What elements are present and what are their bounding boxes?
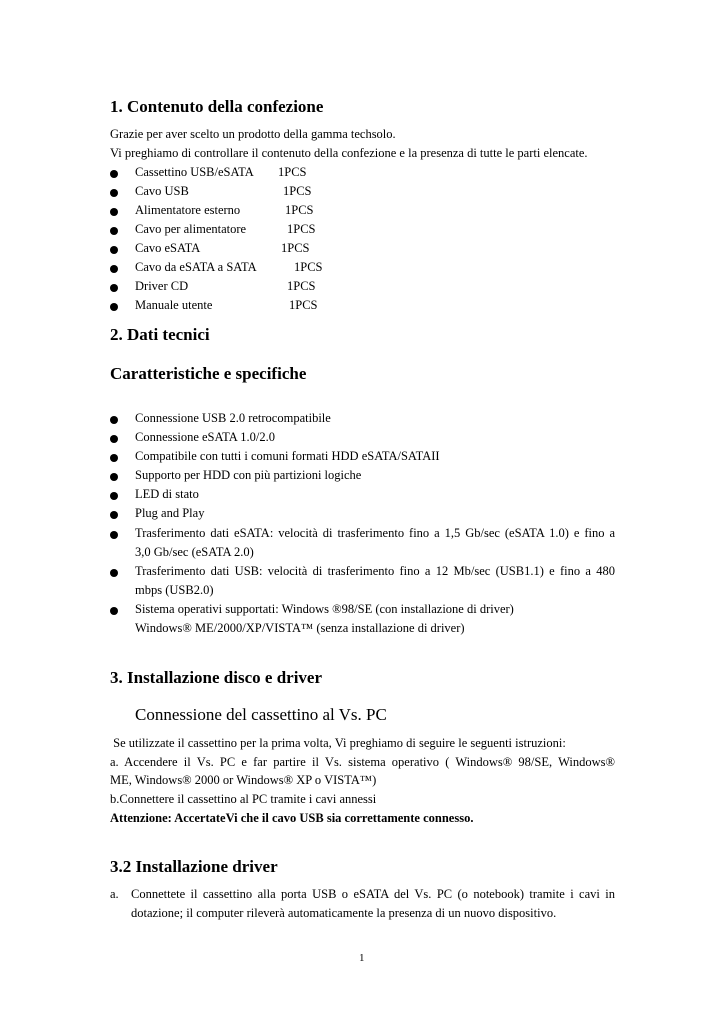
install-intro: Se utilizzate il cassettino per la prima volta, Vi preghiamo di seguire le seguenti istruzioni: xyxy=(110,736,566,750)
bullet-icon xyxy=(110,189,118,197)
esata-transfer-line-2: 3,0 Gb/sec (eSATA 2.0) xyxy=(135,545,254,559)
page-number: 1 xyxy=(359,952,365,964)
connection-subheading: Connessione del cassettino al Vs. PC xyxy=(135,705,387,724)
bullet-icon xyxy=(110,416,118,424)
bullet-icon xyxy=(110,492,118,500)
bullet-icon xyxy=(110,569,118,577)
item-quantity: 1PCS xyxy=(289,298,318,312)
bullet-icon xyxy=(110,511,118,519)
list-item: Manuale utente xyxy=(135,298,213,312)
list-item: LED di stato xyxy=(135,487,199,501)
intro-line-1: Grazie per aver scelto un prodotto della gamma techsolo. xyxy=(110,127,396,141)
step-a-line-1: a. Accendere il Vs. PC e far partire il Vs. sistema operativo ( Windows® 98/SE, Windows® xyxy=(110,755,615,769)
bullet-icon xyxy=(110,531,118,539)
item-quantity: 1PCS xyxy=(287,279,316,293)
section-1-heading: 1. Contenuto della confezione xyxy=(110,97,324,116)
bullet-icon xyxy=(110,303,118,311)
step-marker: a. xyxy=(110,887,119,901)
item-quantity: 1PCS xyxy=(285,203,314,217)
item-quantity: 1PCS xyxy=(278,165,307,179)
bullet-icon xyxy=(110,607,118,615)
bullet-icon xyxy=(110,284,118,292)
usb-transfer-line-2: mbps (USB2.0) xyxy=(135,583,214,597)
list-item: Connessione USB 2.0 retrocompatibile xyxy=(135,411,331,425)
bullet-icon xyxy=(110,246,118,254)
list-item: Plug and Play xyxy=(135,506,205,520)
section-3-heading: 3. Installazione disco e driver xyxy=(110,668,323,687)
list-item: Alimentatore esterno xyxy=(135,203,241,217)
usb-warning: Attenzione: AccertateVi che il cavo USB sia correttamente connesso. xyxy=(110,811,474,825)
list-item: Supporto per HDD con più partizioni logiche xyxy=(135,468,362,482)
intro-line-2: Vi preghiamo di controllare il contenuto della confezione e la presenza di tutte le parti elencate. xyxy=(110,146,588,160)
bullet-icon xyxy=(110,454,118,462)
list-item: Cavo eSATA xyxy=(135,241,201,255)
list-item: Cavo da eSATA a SATA xyxy=(135,260,257,274)
bullet-icon xyxy=(110,473,118,481)
os-support-line-1: Sistema operativi supportati: Windows ®98/SE (con installazione di driver) xyxy=(135,602,514,616)
list-item: Cavo USB xyxy=(135,184,189,198)
list-item: Cassettino USB/eSATA xyxy=(135,165,254,179)
bullet-icon xyxy=(110,170,118,178)
list-item: Cavo per alimentatore xyxy=(135,222,247,236)
section-3-2-heading: 3.2 Installazione driver xyxy=(110,857,278,876)
driver-step-line-1: Connettete il cassettino alla porta USB o eSATA del Vs. PC (o notebook) tramite i cavi in xyxy=(131,887,615,901)
os-support-line-2: Windows® ME/2000/XP/VISTA™ (senza installazione di driver) xyxy=(135,621,465,635)
specs-subheading: Caratteristiche e specifiche xyxy=(110,364,307,383)
usb-transfer-line-1: Trasferimento dati USB: velocità di trasferimento fino a 12 Mb/sec (USB1.1) e fino a 480 xyxy=(135,564,615,578)
driver-step-line-2: dotazione; il computer rileverà automaticamente la presenza di un nuovo dispositivo. xyxy=(131,906,557,920)
bullet-icon xyxy=(110,227,118,235)
item-quantity: 1PCS xyxy=(283,184,312,198)
list-item: Driver CD xyxy=(135,279,189,293)
item-quantity: 1PCS xyxy=(281,241,310,255)
section-2-heading: 2. Dati tecnici xyxy=(110,325,210,344)
bullet-icon xyxy=(110,435,118,443)
item-quantity: 1PCS xyxy=(294,260,323,274)
step-b: b.Connettere il cassettino al PC tramite i cavi annessi xyxy=(110,792,377,806)
list-item: Connessione eSATA 1.0/2.0 xyxy=(135,430,275,444)
step-a-line-2: ME, Windows® 2000 or Windows® XP o VISTA™) xyxy=(110,773,377,787)
item-quantity: 1PCS xyxy=(287,222,316,236)
esata-transfer-line-1: Trasferimento dati eSATA: velocità di trasferimento fino a 1,5 Gb/sec (eSATA 1.0) e fino a xyxy=(135,526,615,540)
bullet-icon xyxy=(110,208,118,216)
list-item: Compatibile con tutti i comuni formati HDD eSATA/SATAII xyxy=(135,449,440,463)
bullet-icon xyxy=(110,265,118,273)
